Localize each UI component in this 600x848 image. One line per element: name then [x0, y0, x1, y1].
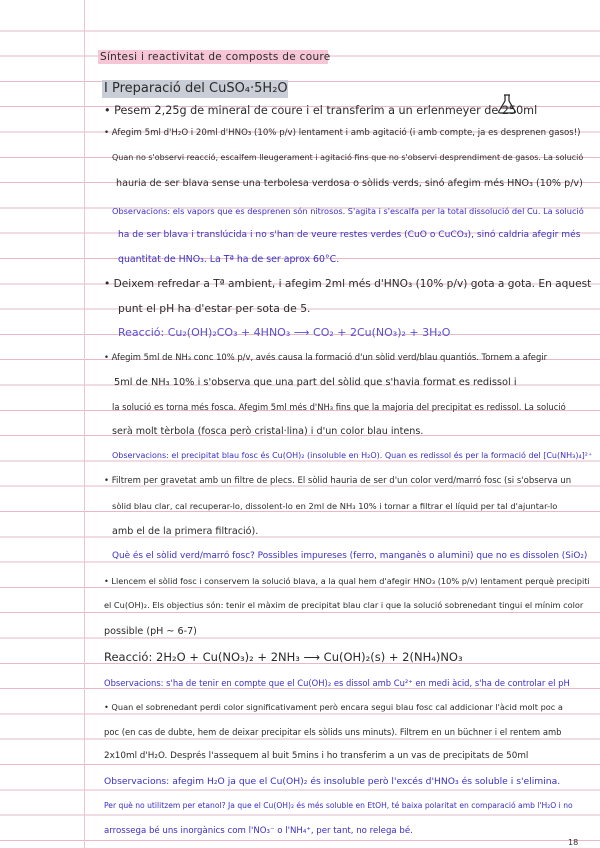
page-title: Síntesi i reactivitat de composts de coure: [100, 51, 331, 63]
text-line: • Afegim 5ml d'H₂O i 20ml d'HNO₃ (10% p/v) lentament i amb agitació (i amb compte, ja es desprenen gasos!): [104, 128, 581, 138]
text-line: sòlid blau clar, cal recuperar-lo, dissolent-lo en 2ml de NH₃ 10% i tornar a filtrar el líquid per tal d'ajuntar-lo: [112, 501, 558, 511]
text-line: serà molt tèrbola (fosca però cristal·lina) i d'un color blau intens.: [112, 426, 424, 437]
text-line: • Afegim 5ml de NH₃ conc 10% p/v, avés causa la formació d'un sòlid verd/blau quantiós. Tornem a afegir: [104, 352, 548, 362]
text-line: Observacions: afegim H₂O ja que el Cu(OH)₂ és insoluble però l'excés d'HNO₃ és soluble i s'elimina.: [104, 776, 561, 787]
text-line: el Cu(OH)₂. Els objectius són: tenir el màxim de precipitat blau clar i que la solució sobrenedant tingui el mínim color: [104, 600, 584, 610]
text-line: 2x10ml d'H₂O. Després l'assequem al buit 5mins i ho transferim a un vas de precipitats de 50ml: [104, 751, 529, 761]
text-line: • Llencem el sòlid fosc i conservem la solució blava, a la qual hem d'afegir HNO₃ (10% p/v) lentament perquè precipiti: [104, 576, 590, 586]
text-line: ha de ser blava i translúcida i no s'han de veure restes verdes (CuO o CuCO₃), sinó caldria afegir més: [118, 230, 581, 240]
text-line: 5ml de NH₃ 10% i s'observa que una part del sòlid que s'havia format es redissol i: [114, 377, 517, 388]
text-line: la solució es torna més fosca. Afegim 5ml més d'NH₃ fins que la majoria del precipitat es redissol. La solució: [112, 402, 566, 412]
text-line: Observacions: s'ha de tenir en compte que el Cu(OH)₂ es dissol amb Cu²⁺ en medi àcid, s'ha de controlar el pH: [104, 678, 570, 688]
page-number: 18: [568, 838, 579, 847]
text-line: arrossega bé uns inorgànics com l'NO₃⁻ o l'NH₄⁺, per tant, no relega bé.: [104, 826, 413, 836]
text-line: Observacions: els vapors que es desprenen són nitrosos. S'agita i s'escalfa per la total dissolució del Cu. La solució: [112, 206, 584, 216]
text-line: amb el de la primera filtració).: [112, 526, 259, 537]
text-line: • Pesem 2,25g de mineral de coure i el transferim a un erlenmeyer de 250ml: [104, 104, 538, 117]
text-line: quantitat de HNO₃. La Tª ha de ser aprox 60°C.: [118, 254, 340, 265]
text-line: possible (pH ~ 6-7): [104, 626, 197, 637]
reaction-line: Reacció: Cu₂(OH)₂CO₃ + 4HNO₃ ⟶ CO₂ + 2Cu(NO₃)₂ + 3H₂O: [118, 326, 451, 339]
text-line: Quan no s'observi reacció, escalfem lleugerament i agitació fins que no s'observi desprendiment de gasos. La solució: [112, 153, 584, 162]
section-heading: I Preparació del CuSO₄·5H₂O: [104, 81, 288, 96]
text-line: punt el pH ha d'estar per sota de 5.: [118, 302, 311, 315]
text-line: poc (en cas de dubte, hem de deixar precipitar els sòlids uns minuts). Filtrem en un büchner i el rentem amb: [104, 727, 562, 737]
margin-line: [84, 0, 85, 848]
text-line: Observacions: el precipitat blau fosc és Cu(OH)₂ (insoluble en H₂O). Quan es redissol és per la formació del [Cu(NH₃)₄]²⁺: [112, 451, 593, 460]
text-line: • Deixem refredar a Tª ambient, i afegim 2ml més d'HNO₃ (10% p/v) gota a gota. En aquest: [104, 278, 592, 290]
text-line: Per què no utilitzem per etanol? Ja que el Cu(OH)₂ és més soluble en EtOH, té baixa polaritat en comparació amb l'H₂O i no: [104, 801, 573, 810]
text-line: • Filtrem per gravetat amb un filtre de plecs. El sòlid hauria de ser d'un color verd/marró fosc (si s'observa un: [104, 476, 572, 486]
text-line: • Quan el sobrenedant perdi color significativament però encara segui blau fosc cal addicionar l'àcid molt poc a: [104, 702, 563, 712]
reaction-line: Reacció: 2H₂O + Cu(NO₃)₂ + 2NH₃ ⟶ Cu(OH)₂(s) + 2(NH₄)NO₃: [104, 650, 463, 664]
text-line: Què és el sòlid verd/marró fosc? Possibles impureses (ferro, manganès o alumini) que no es dissolen (SiO₂): [112, 551, 588, 561]
text-line: hauria de ser blava sense una terbolesa verdosa o sòlids verds, sinó afegim més HNO₃ (10% p/v): [116, 178, 583, 189]
